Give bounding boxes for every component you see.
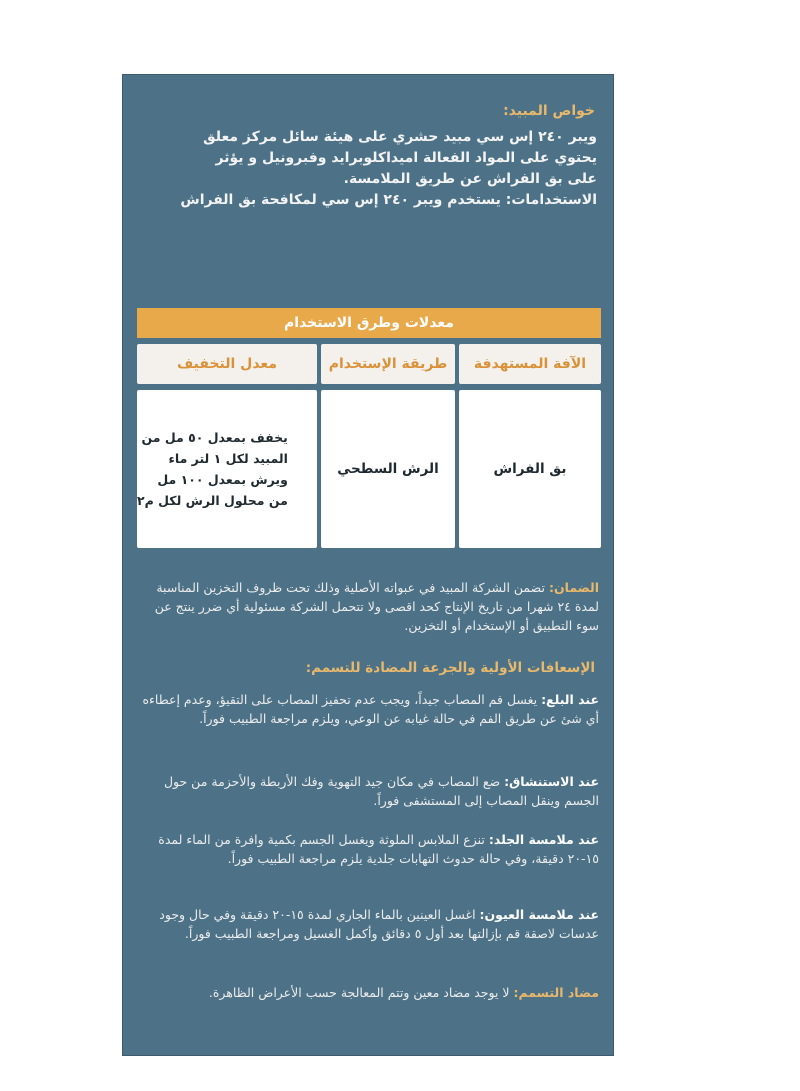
rate-line-2: المبيد لكل ١ لتر ماء <box>168 451 288 466</box>
properties-line-2: يحتوي على المواد الفعالة اميداكلوبرايد وفبرونيل و يؤثر <box>215 150 597 166</box>
cell-rate <box>137 390 317 548</box>
first-aid-heading: الإسعافات الأولية والجرعة المضادة للتسمم: <box>305 660 595 676</box>
properties-line-1: ويبر ٢٤٠ إس سي مبيد حشري على هيئة سائل مركز معلق <box>203 129 597 145</box>
rate-line-1: يخفف بمعدل ٥٠ مل من <box>141 430 288 445</box>
guarantee-label: الضمان: <box>548 580 599 595</box>
guarantee-text: تضمن الشركة المبيد في عبواته الأصلية وذلك تحت ظروف التخزين المناسبة لمدة ٢٤ شهرا من تاريخ الإنتاج كحد اقصى ولا تتحمل الشركة مسئولية أي ضرر ينتج عن سوء التطبيق أو الإستخدام أو التخزين. <box>154 580 599 633</box>
eyes-label: عند ملامسة العيون: <box>479 907 599 922</box>
table-title: معدلات وطرق الاستخدام <box>137 308 601 338</box>
properties-heading: خواص المبيد: <box>503 103 595 119</box>
antidote-text: لا يوجد مضاد معين وتتم المعالجة حسب الأعراض الظاهرة. <box>208 985 514 1000</box>
properties-text <box>139 127 597 211</box>
skin-paragraph <box>137 830 599 868</box>
swallow-text: يغسل فم المصاب جيداً، ويجب عدم تحفيز المصاب على التقيؤ، وعدم إعطاءه أي شئ عن طريق الفم في حالة غيابه عن الوعي، ويلزم مراجعة الطبيب فوراً. <box>142 692 599 726</box>
usage-table <box>137 308 601 548</box>
header-rate: معدل التخفيف <box>137 344 317 384</box>
label-panel <box>122 74 614 1056</box>
properties-usage: الاستخدامات: يستخدم ويبر ٢٤٠ إس سي لمكافحة بق الفراش <box>180 192 597 208</box>
antidote-label: مضاد التسمم: <box>513 985 599 1000</box>
rate-line-4: من محلول الرش لكل م٢ <box>137 493 288 508</box>
skin-label: عند ملامسة الجلد: <box>488 832 599 847</box>
inhale-text: ضع المصاب في مكان جيد التهوية وفك الأربطة والأحزمة من حول الجسم وينقل المصاب إلى المستشفى فوراً. <box>163 774 599 808</box>
eyes-paragraph <box>137 905 599 943</box>
header-target: الآفة المستهدفة <box>459 344 601 384</box>
rate-line-3: ويرش بمعدل ١٠٠ مل <box>157 472 288 487</box>
guarantee-paragraph <box>137 578 599 635</box>
swallow-label: عند البلع: <box>541 692 599 707</box>
header-method: طريقة الإستخدام <box>321 344 455 384</box>
inhale-paragraph <box>137 772 599 810</box>
swallow-paragraph <box>137 690 599 728</box>
properties-line-3: على بق الفراش عن طريق الملامسة. <box>343 171 597 187</box>
inhale-label: عند الاستنشاق: <box>504 774 599 789</box>
cell-method: الرش السطحي <box>321 390 455 548</box>
skin-text: تنزع الملابس الملوثة ويغسل الجسم بكمية وافرة من الماء لمدة ١٥-٢٠ دقيقة، وفي حالة حدوث التهابات جلدية يلزم مراجعة الطبيب فوراً. <box>158 832 599 866</box>
cell-target: بق الفراش <box>459 390 601 548</box>
antidote-paragraph <box>137 983 599 1002</box>
eyes-text: اغسل العينين بالماء الجاري لمدة ١٥-٢٠ دقيقة وفي حال وجود عدسات لاصقة قم بإزالتها بعد أول ٥ دقائق وأكمل الغسيل ومراجعة الطبيب فوراً. <box>159 907 599 941</box>
